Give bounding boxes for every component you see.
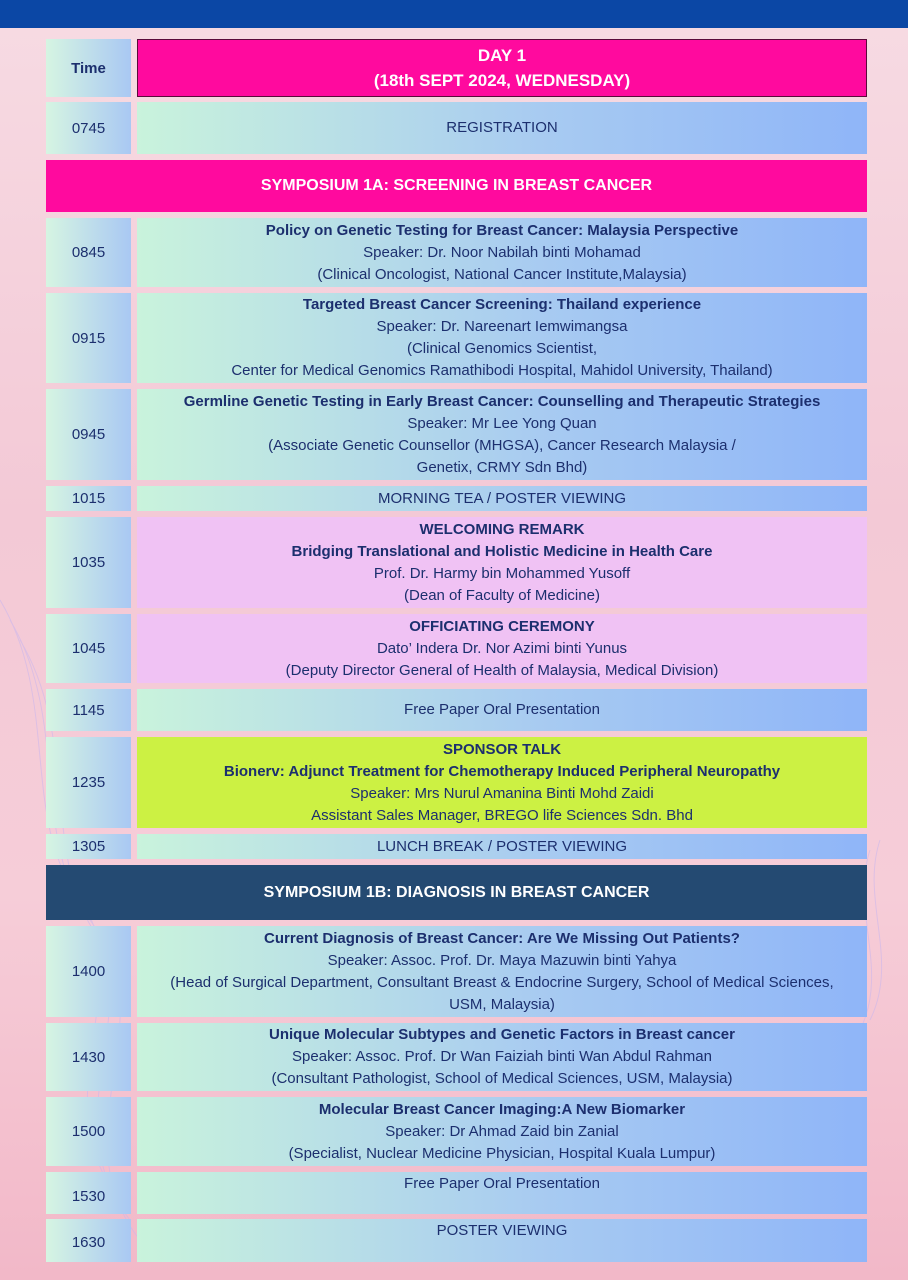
- schedule-row: [46, 926, 867, 1017]
- speaker-line: Speaker: Dr Ahmad Zaid bin Zanial: [385, 1122, 619, 1140]
- schedule-row: [46, 1023, 867, 1091]
- time-cell: 1530: [46, 1172, 131, 1214]
- affiliation-line: Center for Medical Genomics Ramathibodi Hospital, Mahidol University, Thailand): [231, 362, 773, 379]
- session-title: Policy on Genetic Testing for Breast Cancer: Malaysia Perspective: [265, 221, 739, 239]
- session-text: Free Paper Oral Presentation: [404, 701, 600, 718]
- affiliation-line: (Clinical Oncologist, National Cancer Institute,Malaysia): [317, 265, 687, 283]
- schedule-row: [46, 293, 867, 383]
- schedule-row: [46, 218, 867, 287]
- schedule-row: [46, 1097, 867, 1166]
- session-text: POSTER VIEWING: [436, 1222, 568, 1239]
- schedule-row: [46, 102, 867, 154]
- schedule-row: [46, 486, 867, 511]
- session-cell: [137, 293, 867, 383]
- speaker-line: Speaker: Dr. Nareenart Iemwimangsa: [376, 318, 628, 335]
- time-cell: 1430: [46, 1023, 131, 1091]
- session-title: Unique Molecular Subtypes and Genetic Factors in Breast cancer: [269, 1026, 735, 1043]
- session-cell: [137, 486, 867, 511]
- schedule-row: [46, 834, 867, 859]
- session-cell: [137, 218, 867, 287]
- session-cell: [137, 834, 867, 859]
- affiliation-line: Genetix, CRMY Sdn Bhd): [416, 458, 588, 476]
- affiliation-line: (Deputy Director General of Health of Malaysia, Medical Division): [285, 661, 719, 679]
- session-text: LUNCH BREAK / POSTER VIEWING: [376, 837, 628, 855]
- time-cell: 1630: [46, 1219, 131, 1262]
- time-cell: 1235: [46, 737, 131, 828]
- session-title: OFFICIATING CEREMONY: [409, 617, 595, 635]
- session-text: Free Paper Oral Presentation: [404, 1175, 600, 1192]
- day-date: (18th SEPT 2024, WEDNESDAY): [373, 71, 631, 90]
- affiliation-line: USM, Malaysia): [449, 995, 555, 1013]
- schedule-row: [46, 1219, 867, 1262]
- session-cell: [137, 737, 867, 828]
- speaker-line: Speaker: Mrs Nurul Amanina Binti Mohd Zaidi: [350, 784, 654, 802]
- schedule-row: [46, 614, 867, 683]
- session-cell: [137, 1097, 867, 1166]
- schedule-row: [46, 737, 867, 828]
- session-cell: [137, 689, 867, 731]
- session-subtitle: Bridging Translational and Holistic Medicine in Health Care: [291, 542, 713, 560]
- time-cell: 1015: [46, 486, 131, 511]
- symposium-1a-banner: SYMPOSIUM 1A: SCREENING IN BREAST CANCER: [46, 160, 867, 212]
- session-cell: [137, 926, 867, 1017]
- affiliation-line: Assistant Sales Manager, BREGO life Sciences Sdn. Bhd: [311, 806, 693, 824]
- time-cell: 0945: [46, 389, 131, 480]
- speaker-line: Prof. Dr. Harmy bin Mohammed Yusoff: [373, 564, 631, 582]
- time-cell: 1500: [46, 1097, 131, 1166]
- session-title: Molecular Breast Cancer Imaging:A New Biomarker: [318, 1100, 686, 1118]
- session-cell: [137, 1219, 867, 1262]
- affiliation-line: (Clinical Genomics Scientist,: [406, 340, 598, 357]
- session-cell: [137, 517, 867, 608]
- time-cell: 0745: [46, 102, 131, 154]
- time-cell: 1045: [46, 614, 131, 683]
- day-title: DAY 1: [477, 46, 527, 65]
- schedule-row: [46, 389, 867, 480]
- session-title: Targeted Breast Cancer Screening: Thailand experience: [302, 296, 702, 313]
- session-cell: [137, 614, 867, 683]
- time-cell: 1145: [46, 689, 131, 731]
- session-title: SPONSOR TALK: [442, 740, 562, 758]
- session-cell: [137, 1023, 867, 1091]
- session-title: Germline Genetic Testing in Early Breast Cancer: Counselling and Therapeutic Strategies: [183, 392, 821, 410]
- day-header-row: [46, 39, 867, 97]
- time-column-header: Time: [46, 39, 131, 97]
- time-cell: 1400: [46, 926, 131, 1017]
- speaker-line: Speaker: Assoc. Prof. Dr. Maya Mazuwin binti Yahya: [327, 951, 677, 969]
- symposium-1b-banner: SYMPOSIUM 1B: DIAGNOSIS IN BREAST CANCER: [46, 865, 867, 920]
- session-title: Current Diagnosis of Breast Cancer: Are We Missing Out Patients?: [264, 929, 740, 947]
- speaker-line: Speaker: Assoc. Prof. Dr Wan Faiziah binti Wan Abdul Rahman: [292, 1048, 712, 1065]
- time-cell: 0845: [46, 218, 131, 287]
- time-cell: 1305: [46, 834, 131, 859]
- speaker-line: Speaker: Dr. Noor Nabilah binti Mohamad: [363, 243, 641, 261]
- affiliation-line: (Associate Genetic Counsellor (MHGSA), Cancer Research Malaysia /: [268, 436, 736, 454]
- session-title: WELCOMING REMARK: [419, 520, 585, 538]
- affiliation-line: (Consultant Pathologist, School of Medical Sciences, USM, Malaysia): [271, 1070, 733, 1087]
- time-cell: 0915: [46, 293, 131, 383]
- schedule-row: [46, 1172, 867, 1214]
- session-subtitle: Bionerv: Adjunct Treatment for Chemotherapy Induced Peripheral Neuropathy: [223, 762, 781, 780]
- schedule-row: [46, 689, 867, 731]
- session-cell: [137, 1172, 867, 1214]
- session-cell: [137, 102, 867, 154]
- speaker-line: Speaker: Mr Lee Yong Quan: [407, 414, 597, 432]
- session-cell: [137, 389, 867, 480]
- affiliation-line: (Dean of Faculty of Medicine): [404, 586, 600, 604]
- affiliation-line: (Head of Surgical Department, Consultant Breast & Endocrine Surgery, School of Medical Sciences,: [170, 973, 834, 991]
- affiliation-line: (Specialist, Nuclear Medicine Physician, Hospital Kuala Lumpur): [288, 1144, 716, 1162]
- schedule-row: [46, 517, 867, 608]
- day-header: [137, 39, 867, 97]
- time-cell: 1035: [46, 517, 131, 608]
- session-text: MORNING TEA / POSTER VIEWING: [377, 489, 627, 507]
- session-text: REGISTRATION: [446, 119, 558, 136]
- speaker-line: Dato’ Indera Dr. Nor Azimi binti Yunus: [376, 639, 628, 657]
